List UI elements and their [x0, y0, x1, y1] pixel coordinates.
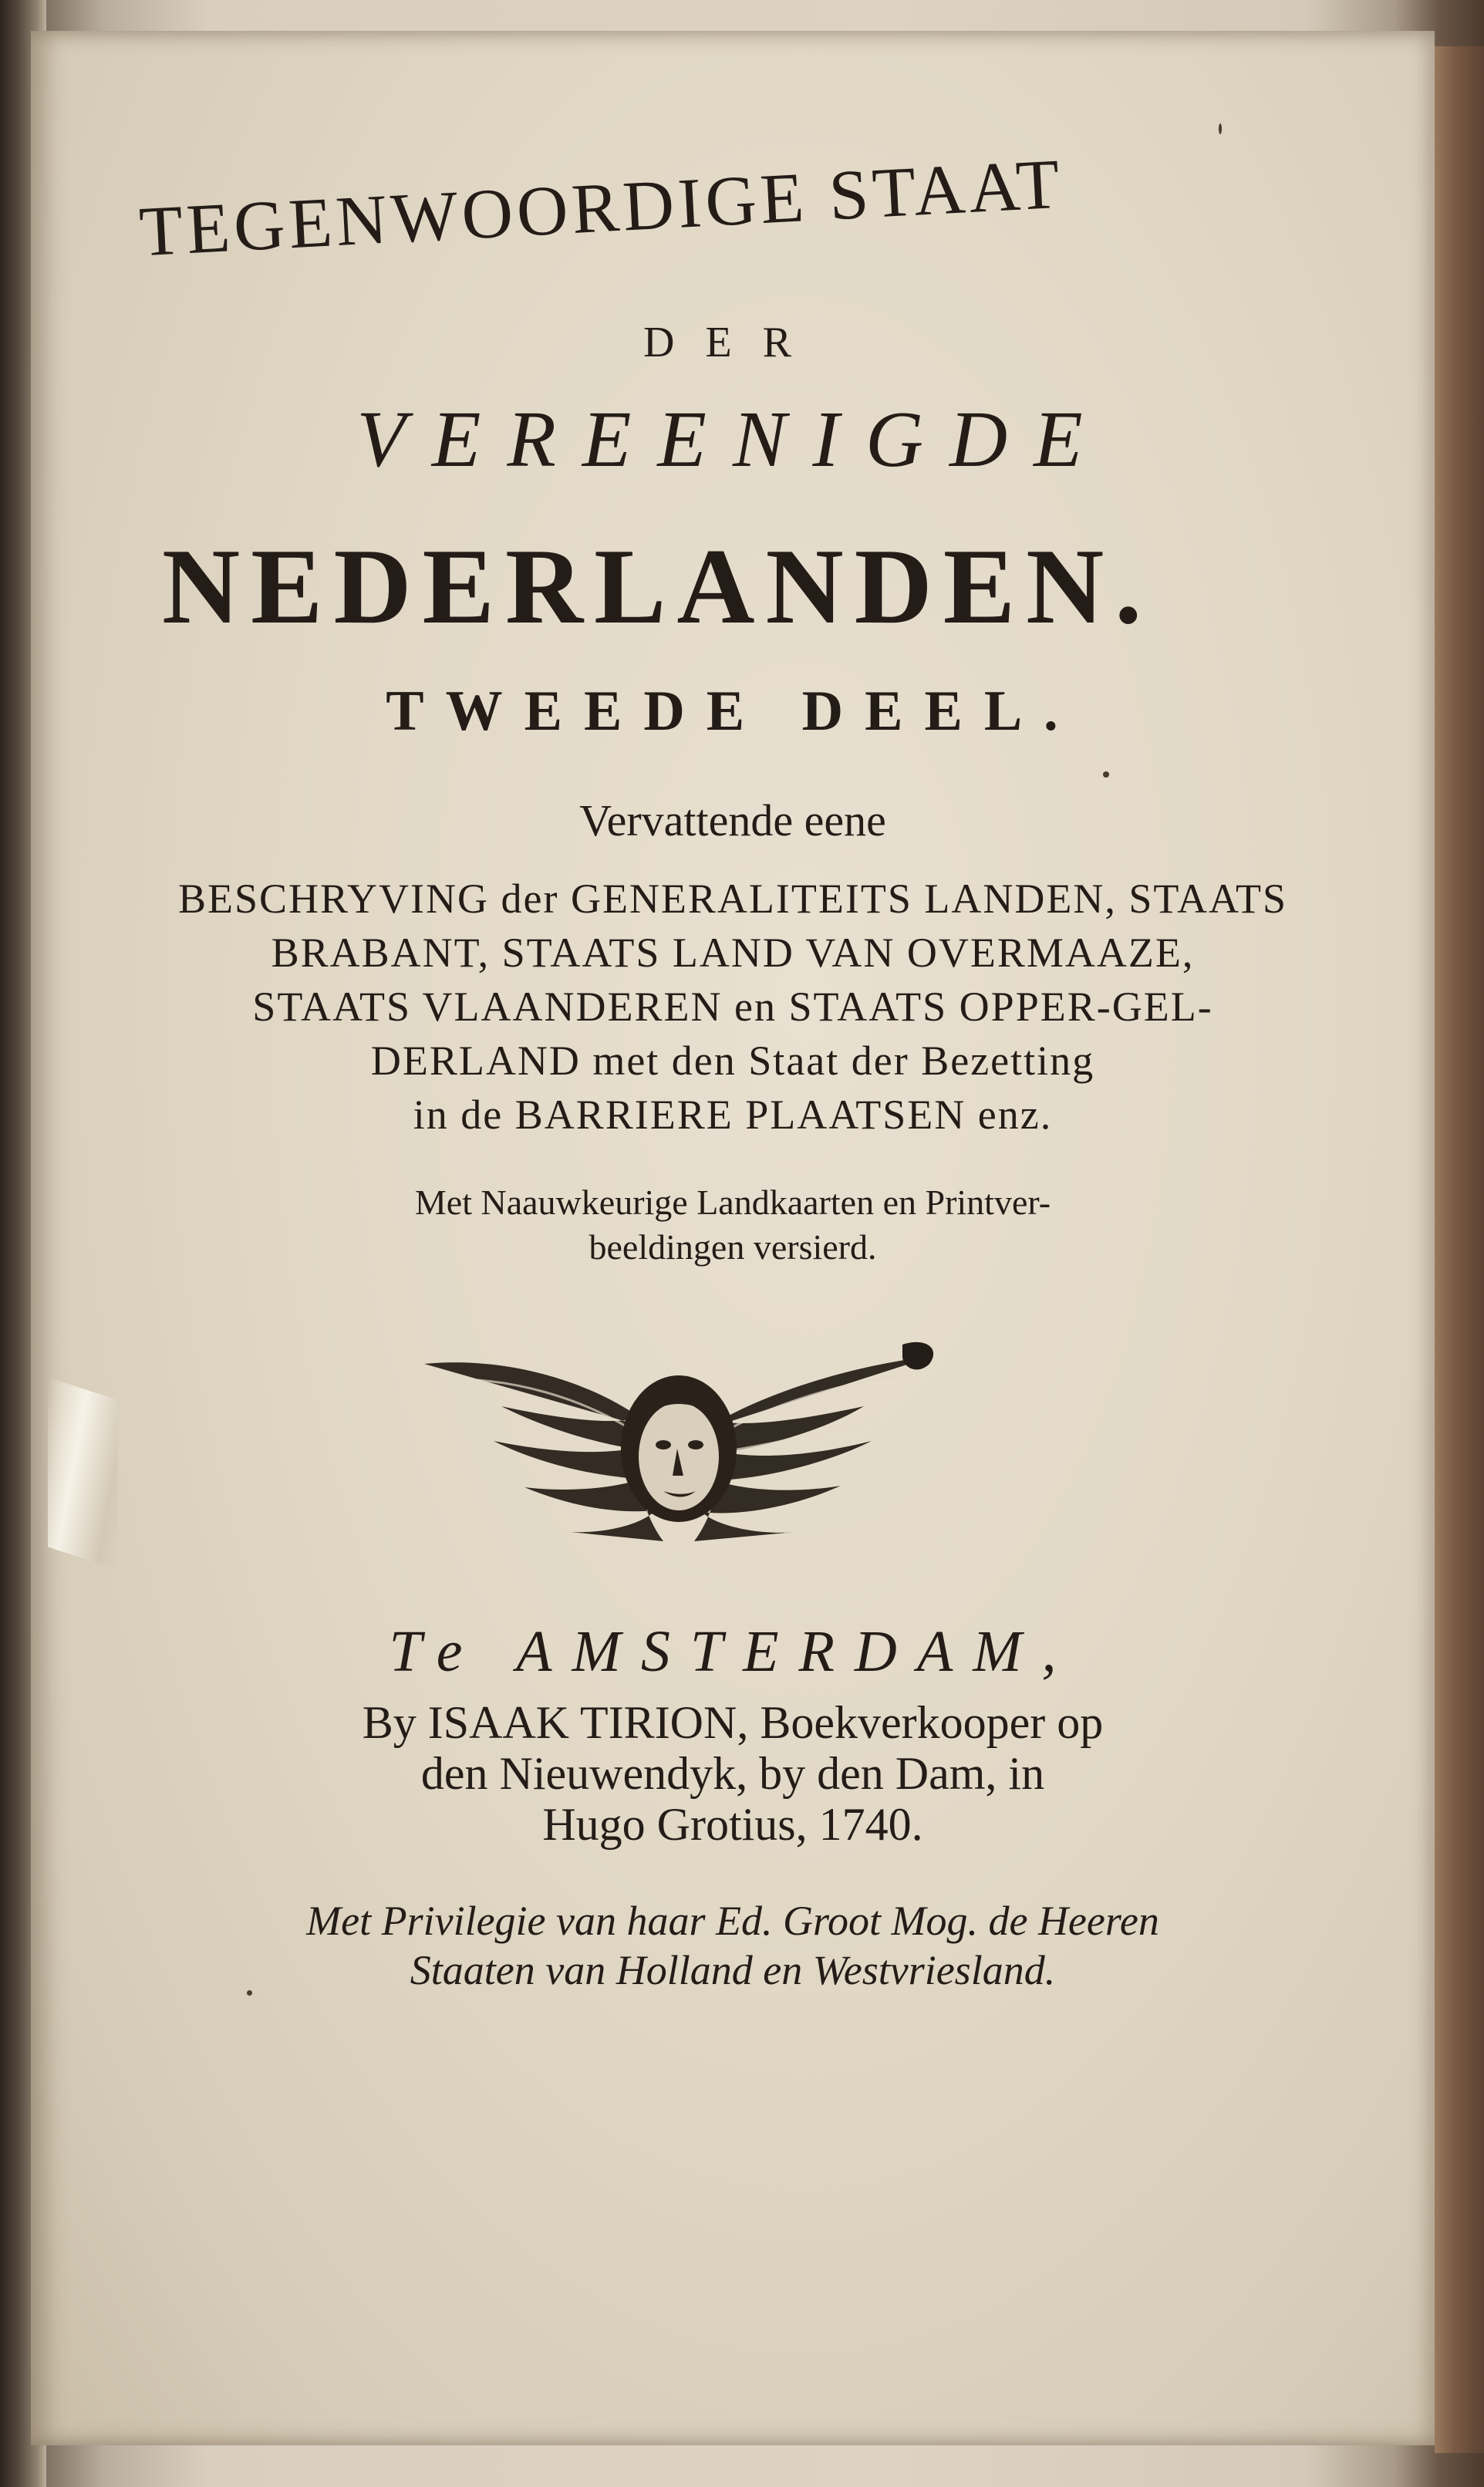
privilege-block	[31, 1896, 1435, 1995]
description-block	[31, 872, 1435, 1142]
privilege-line: Met Privilegie van haar Ed. Groot Mog. de Heeren	[306, 1898, 1159, 1944]
publisher-line: By ISAAK TIRION, Boekverkooper op	[362, 1697, 1104, 1748]
volume-label: TWEEDE DEEL.	[386, 680, 1080, 743]
maps-note	[31, 1180, 1435, 1270]
gutter-tear	[48, 1377, 117, 1569]
ink-speck	[1103, 771, 1109, 778]
winged-head-ornament	[409, 1333, 949, 1557]
publisher-block	[31, 1697, 1435, 1850]
title-line-3: VEREENIGDE	[356, 395, 1109, 484]
privilege-line: Staaten van Holland en Westvriesland.	[410, 1947, 1056, 1993]
ink-speck	[1219, 123, 1222, 134]
title-line-2: DER	[643, 319, 822, 366]
note-line: beeldingen versierd.	[589, 1227, 877, 1267]
contents-intro: Vervattende eene	[579, 795, 886, 845]
description-line: in de BARRIERE PLAATSEN enz.	[413, 1092, 1053, 1138]
imprint-place: Te AMSTERDAM,	[389, 1619, 1077, 1684]
description-line: DERLAND met den Staat der Bezetting	[370, 1038, 1095, 1084]
book-cover-board	[1435, 46, 1484, 2453]
description-line: BESCHRYVING der GENERALITEITS LANDEN, STAATS	[177, 876, 1288, 922]
publisher-line: den Nieuwendyk, by den Dam, in	[420, 1748, 1045, 1799]
description-line: BRABANT, STAATS LAND VAN OVERMAAZE,	[271, 930, 1195, 976]
description-line: STAATS VLAANDEREN en STAATS OPPER-GEL-	[252, 984, 1213, 1030]
ink-speck	[247, 1990, 252, 1996]
title-line-1: TEGENWOORDIGE STAAT	[137, 143, 1065, 272]
note-line: Met Naauwkeurige Landkaarten en Printver-	[414, 1183, 1051, 1222]
title-line-4: NEDERLANDEN.	[162, 527, 1153, 646]
publisher-line: Hugo Grotius, 1740.	[542, 1799, 923, 1850]
title-page	[31, 31, 1435, 2445]
